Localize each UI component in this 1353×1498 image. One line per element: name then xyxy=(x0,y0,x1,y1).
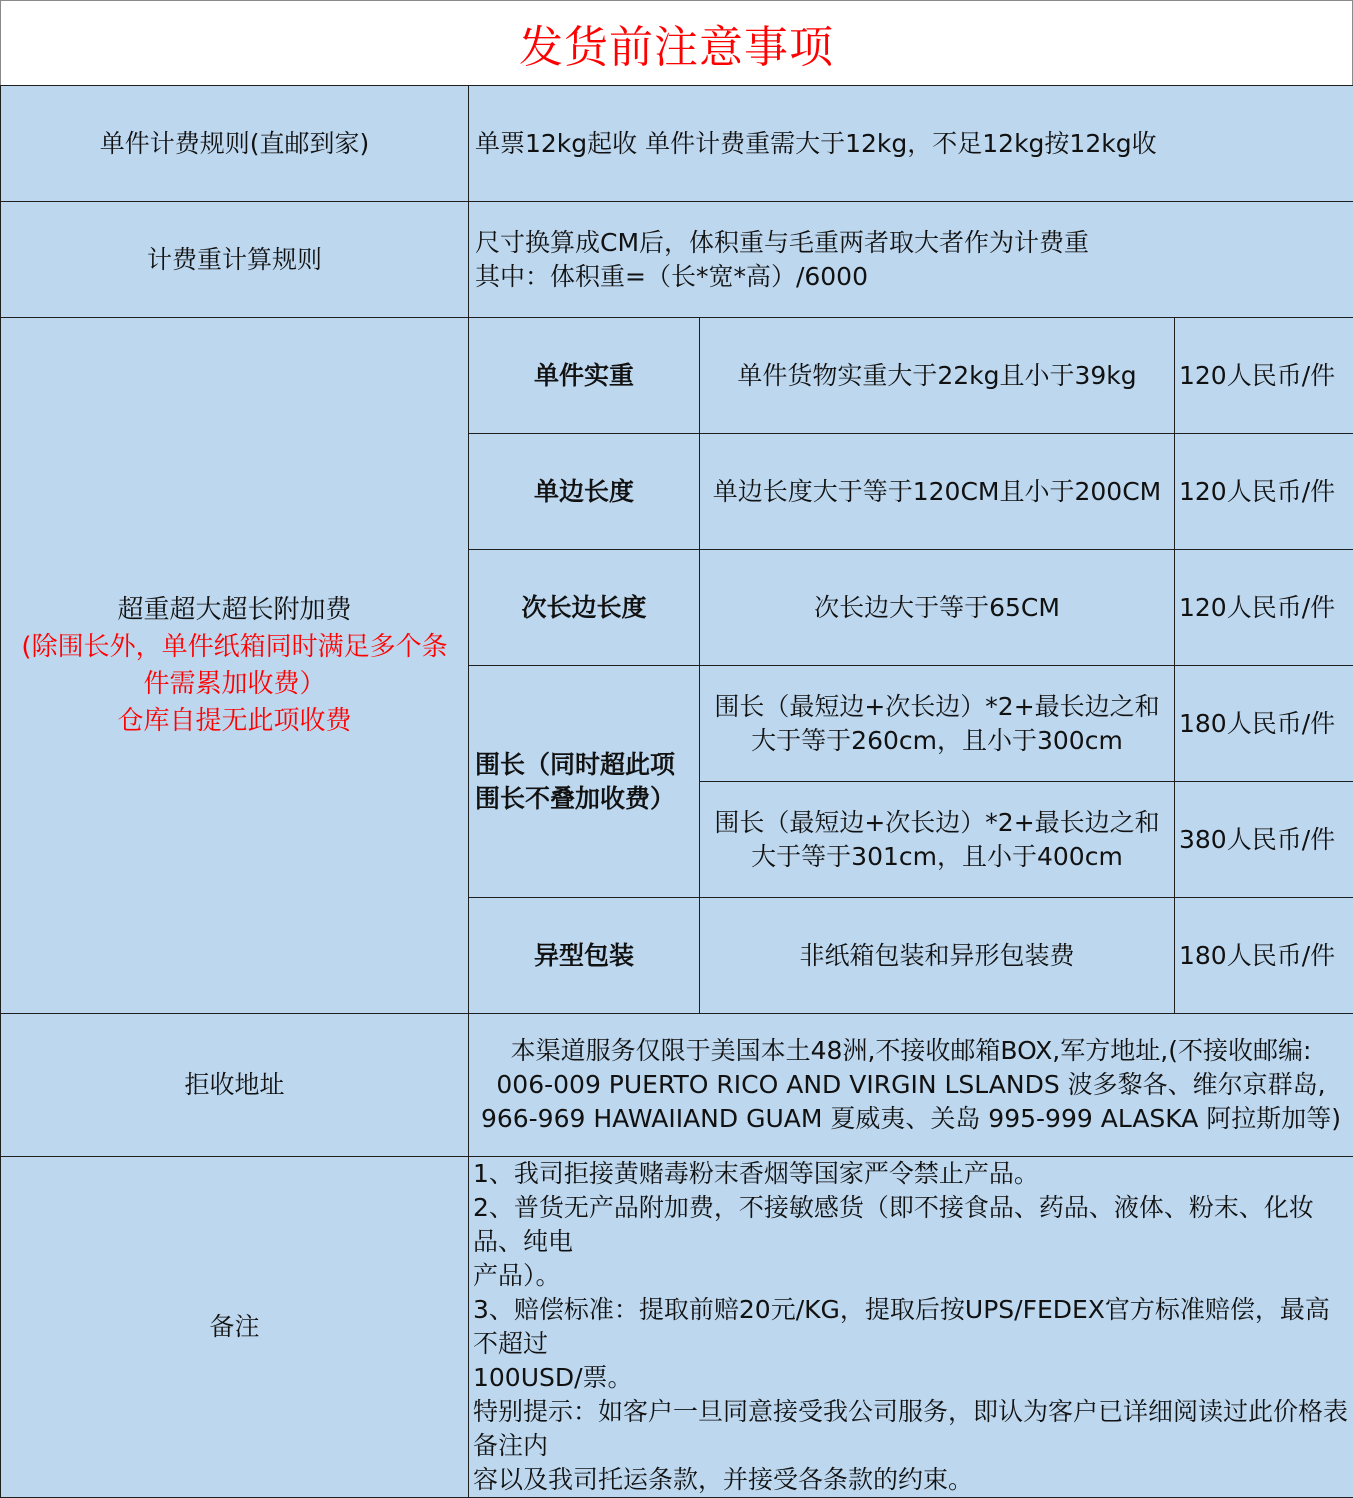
billing-rule-label: 单件计费规则(直邮到家) xyxy=(1,86,469,202)
table-row xyxy=(1,1157,1353,1498)
girth-label-2: 围长不叠加收费） xyxy=(475,782,699,816)
table-row xyxy=(1,202,1353,318)
remark-line: 特别提示：如客户一旦同意接受我公司服务，即认为客户已详细阅读过此价格表备注内 xyxy=(473,1395,1353,1463)
girth-label-cell xyxy=(469,666,700,898)
rejected-address-label: 拒收地址 xyxy=(1,1014,469,1157)
item-condition-single-side: 单边长度大于等于120CM且小于200CM xyxy=(700,434,1175,550)
item-condition-irregular: 非纸箱包装和异形包装费 xyxy=(700,898,1175,1014)
remark-line: 2、普货无产品附加费，不接敏感货（即不接食品、药品、液体、粉末、化妆品、纯电 xyxy=(473,1191,1353,1259)
item-name-second-side: 次长边长度 xyxy=(469,550,700,666)
girth-tier-1-line-2: 大于等于260cm，且小于300cm xyxy=(700,724,1174,758)
rejected-address-line-3: 966-969 HAWAIIAND GUAM 夏威夷、关岛 995-999 ALASKA 阿拉斯加等) xyxy=(473,1102,1349,1136)
chargeable-weight-label: 计费重计算规则 xyxy=(1,202,469,318)
surcharge-note-2: 件需累加收费） xyxy=(1,666,468,703)
table-row xyxy=(1,318,1353,434)
girth-tier-1-condition xyxy=(700,666,1175,782)
item-name-irregular: 异型包装 xyxy=(469,898,700,1014)
item-price-actual-weight: 120人民币/件 xyxy=(1175,318,1353,434)
surcharge-label: 超重超大超长附加费 xyxy=(1,592,468,629)
item-name-actual-weight: 单件实重 xyxy=(469,318,700,434)
remark-line: 1、我司拒接黄赌毒粉末香烟等国家严令禁止产品。 xyxy=(473,1157,1353,1191)
table-row xyxy=(1,86,1353,202)
remark-line: 产品）。 xyxy=(473,1259,1353,1293)
remark-line: 3、赔偿标准：提取前赔20元/KG，提取后按UPS/FEDEX官方标准赔偿，最高不超过 xyxy=(473,1293,1353,1361)
girth-label-1: 围长（同时超此项 xyxy=(475,748,699,782)
rejected-address-line-2: 006-009 PUERTO RICO AND VIRGIN LSLANDS 波多黎各、维尔京群岛, xyxy=(473,1068,1349,1102)
girth-tier-2-condition xyxy=(700,782,1175,898)
item-condition-actual-weight: 单件货物实重大于22kg且小于39kg xyxy=(700,318,1175,434)
remark-line: 100USD/票。 xyxy=(473,1361,1353,1395)
girth-tier-2-line-2: 大于等于301cm，且小于400cm xyxy=(700,840,1174,874)
remarks-label: 备注 xyxy=(1,1157,469,1498)
item-condition-second-side: 次长边大于等于65CM xyxy=(700,550,1175,666)
item-name-single-side: 单边长度 xyxy=(469,434,700,550)
item-price-single-side: 120人民币/件 xyxy=(1175,434,1353,550)
billing-rule-value: 单票12kg起收 单件计费重需大于12kg，不足12kg按12kg收 xyxy=(469,86,1353,202)
chargeable-weight-value xyxy=(469,202,1353,318)
sheet-title: 发货前注意事项 xyxy=(0,0,1353,86)
rejected-address-value xyxy=(469,1014,1353,1157)
rejected-address-line-1: 本渠道服务仅限于美国本土48洲,不接收邮箱BOX,军方地址,(不接收邮编: xyxy=(473,1034,1349,1068)
surcharge-note-1: (除围长外，单件纸箱同时满足多个条 xyxy=(1,629,468,666)
volume-weight-formula: 其中：体积重=（长*宽*高）/6000 xyxy=(475,260,1353,294)
notice-table xyxy=(0,85,1353,1498)
surcharge-note-3: 仓库自提无此项收费 xyxy=(1,703,468,740)
surcharge-label-cell xyxy=(1,318,469,1014)
girth-tier-1-line-1: 围长（最短边+次长边）*2+最长边之和 xyxy=(700,690,1174,724)
table-row xyxy=(1,1014,1353,1157)
remark-line: 容以及我司托运条款，并接受各条款的约束。 xyxy=(473,1463,1353,1497)
girth-tier-2-price: 380人民币/件 xyxy=(1175,782,1353,898)
remarks-value xyxy=(469,1157,1353,1498)
item-price-irregular: 180人民币/件 xyxy=(1175,898,1353,1014)
girth-tier-1-price: 180人民币/件 xyxy=(1175,666,1353,782)
item-price-second-side: 120人民币/件 xyxy=(1175,550,1353,666)
chargeable-weight-line: 尺寸换算成CM后，体积重与毛重两者取大者作为计费重 xyxy=(475,226,1353,260)
girth-tier-2-line-1: 围长（最短边+次长边）*2+最长边之和 xyxy=(700,806,1174,840)
